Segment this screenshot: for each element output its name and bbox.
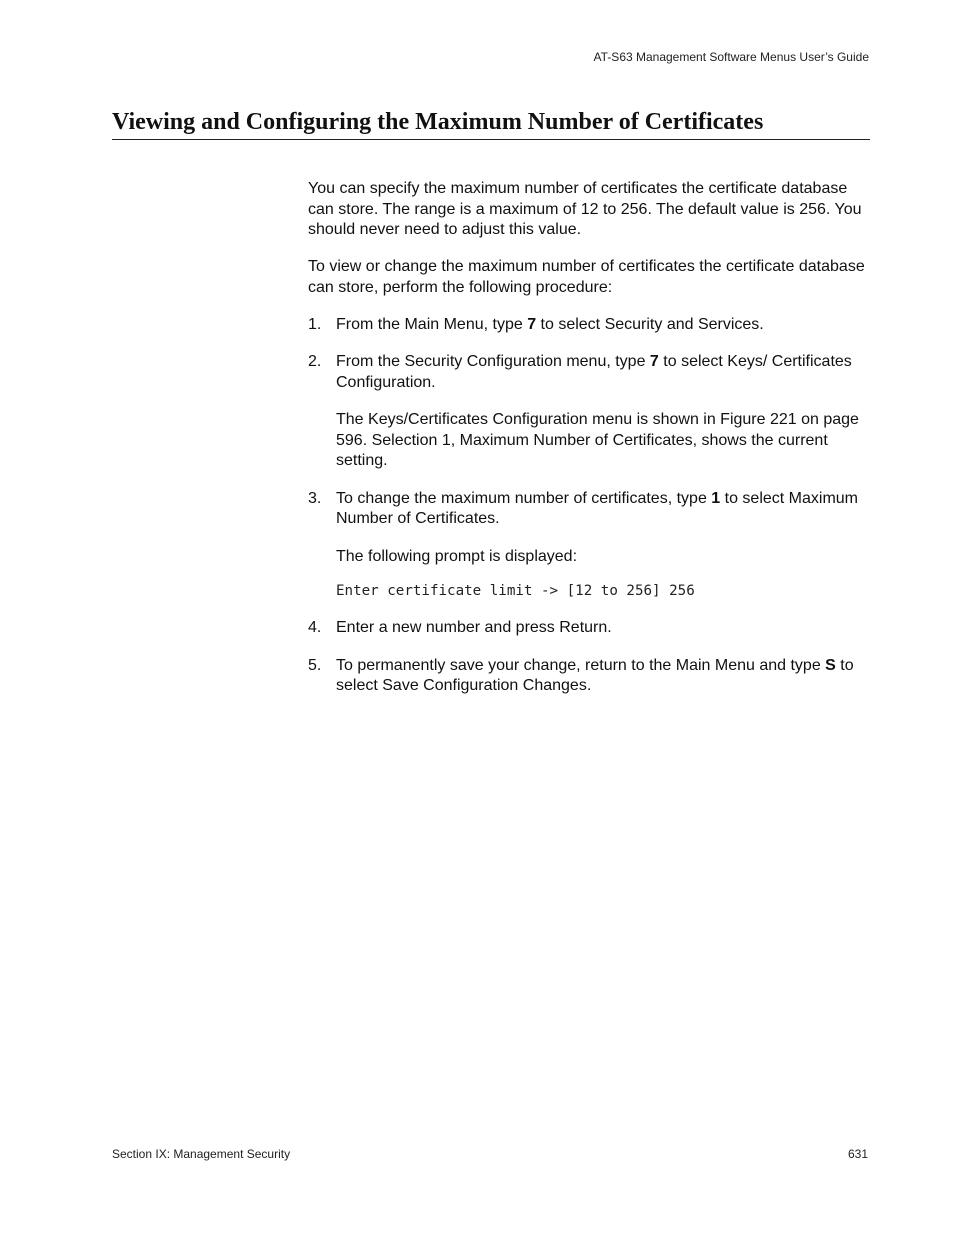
step-text: Enter a new number and press Return. <box>336 619 612 636</box>
step-number: 2. <box>308 353 322 370</box>
menu-key: 7 <box>527 315 537 333</box>
step-body <box>336 352 870 472</box>
step-body <box>336 489 870 602</box>
step-body <box>336 315 870 336</box>
step-note: The Keys/Certificates Configuration menu is shown in Figure 221 on page 596. Selection 1, Maximum Number of Certificates, shows the current setting. <box>336 411 859 469</box>
step-text: To permanently save your change, return to the Main Menu and type S to select Save Configuration Changes. <box>336 656 854 694</box>
procedure-step <box>308 656 870 697</box>
step-number: 5. <box>308 656 322 674</box>
step-number: 3. <box>308 489 322 507</box>
step-number: 1. <box>308 315 322 333</box>
body-content <box>308 179 870 714</box>
step-body <box>336 618 870 639</box>
step-text: From the Main Menu, type 7 to select Security and Services. <box>336 315 764 333</box>
step-body <box>336 656 870 697</box>
procedure-step <box>308 352 870 472</box>
intro-paragraph: You can specify the maximum number of certificates the certificate database can store. The range is a maximum of 12 to 256. The default value is 256. You should never need to adjust this value. <box>308 180 862 238</box>
menu-key: S <box>825 656 836 674</box>
menu-key: 7 <box>649 353 659 370</box>
procedure-intro: To view or change the maximum number of certificates the certificate database can store, perform the following procedure: <box>308 258 865 296</box>
procedure-step <box>308 489 870 602</box>
menu-key: 1 <box>711 489 721 507</box>
step-text: To change the maximum number of certificates, type 1 to select Maximum Number of Certificates. <box>336 489 858 527</box>
page-number: 631 <box>847 1147 868 1161</box>
step-number: 4. <box>308 619 322 636</box>
procedure-step <box>308 618 870 639</box>
step-note: The following prompt is displayed: <box>336 547 578 565</box>
prompt-code: Enter certificate limit -> [12 to 256] 256 <box>336 583 695 599</box>
step-text: From the Security Configuration menu, type 7 to select Keys/ Certificates Configuration. <box>336 353 852 391</box>
title-rule <box>112 139 870 140</box>
footer-section: Section IX: Management Security <box>112 1147 291 1161</box>
section-title: Viewing and Configuring the Maximum Number of Certificates <box>112 109 764 135</box>
procedure-step <box>308 315 870 336</box>
running-header: AT-S63 Management Software Menus User’s Guide <box>593 50 869 64</box>
